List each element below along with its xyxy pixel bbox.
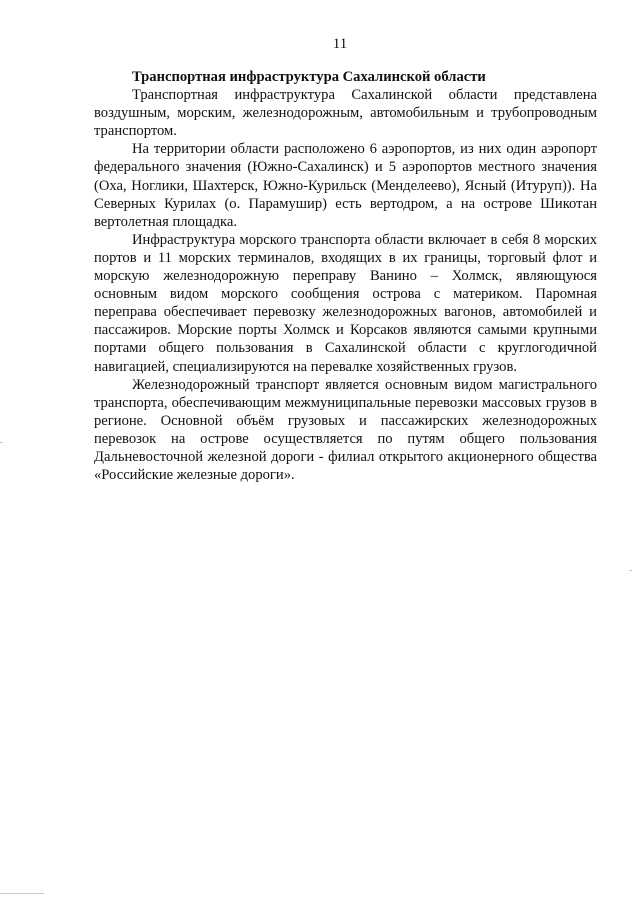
paragraph-sea-transport: Инфраструктура морского транспорта области включает в себя 8 морских портов и 11 морских терминалов, входящих в их границы, торговый флот и морскую железнодорожную переправу Ванино – Холмск, являющуюся основным видом морского сообщения острова с материком. Паромная переправа обеспечивает перевозку железнодорожных вагонов, автомобилей и пассажиров. Морские порты Холмск и Корсаков являются самыми крупными портами общего пользования в Сахалинской области с круглогодичной навигацией, специализируются на перевалке хозяйственных грузов. — [94, 231, 597, 375]
scan-edge-mark — [0, 893, 44, 894]
paragraph-transport-overview: Транспортная инфраструктура Сахалинской области представлена воздушным, морским, железнодорожным, автомобильным и трубопроводным транспортом. — [94, 87, 597, 140]
document-body — [94, 68, 597, 484]
section-heading: Транспортная инфраструктура Сахалинской области — [132, 69, 486, 85]
paragraph-airports: На территории области расположено 6 аэропортов, из них один аэропорт федерального значения (Южно-Сахалинск) и 5 аэропортов местного значения (Оха, Ноглики, Шахтерск, Южно-Курильск (Менделеево), Ясный (Итуруп)). На Северных Курилах (о. Парамушир) есть вертодром, а на острове Шикотан вертолетная площадка. — [94, 141, 597, 230]
page-number: 11 — [332, 36, 348, 52]
scan-edge-mark — [0, 442, 3, 443]
paragraph-railway: Железнодорожный транспорт является основным видом магистрального транспорта, обеспечивающим межмуниципальные перевозки массовых грузов в регионе. Основной объём грузовых и пассажирских железнодорожных перевозок на острове осуществляется по путям общего пользования Дальневосточной железной дороги - филиал открытого акционерного общества «Российские железные дороги». — [94, 376, 597, 484]
